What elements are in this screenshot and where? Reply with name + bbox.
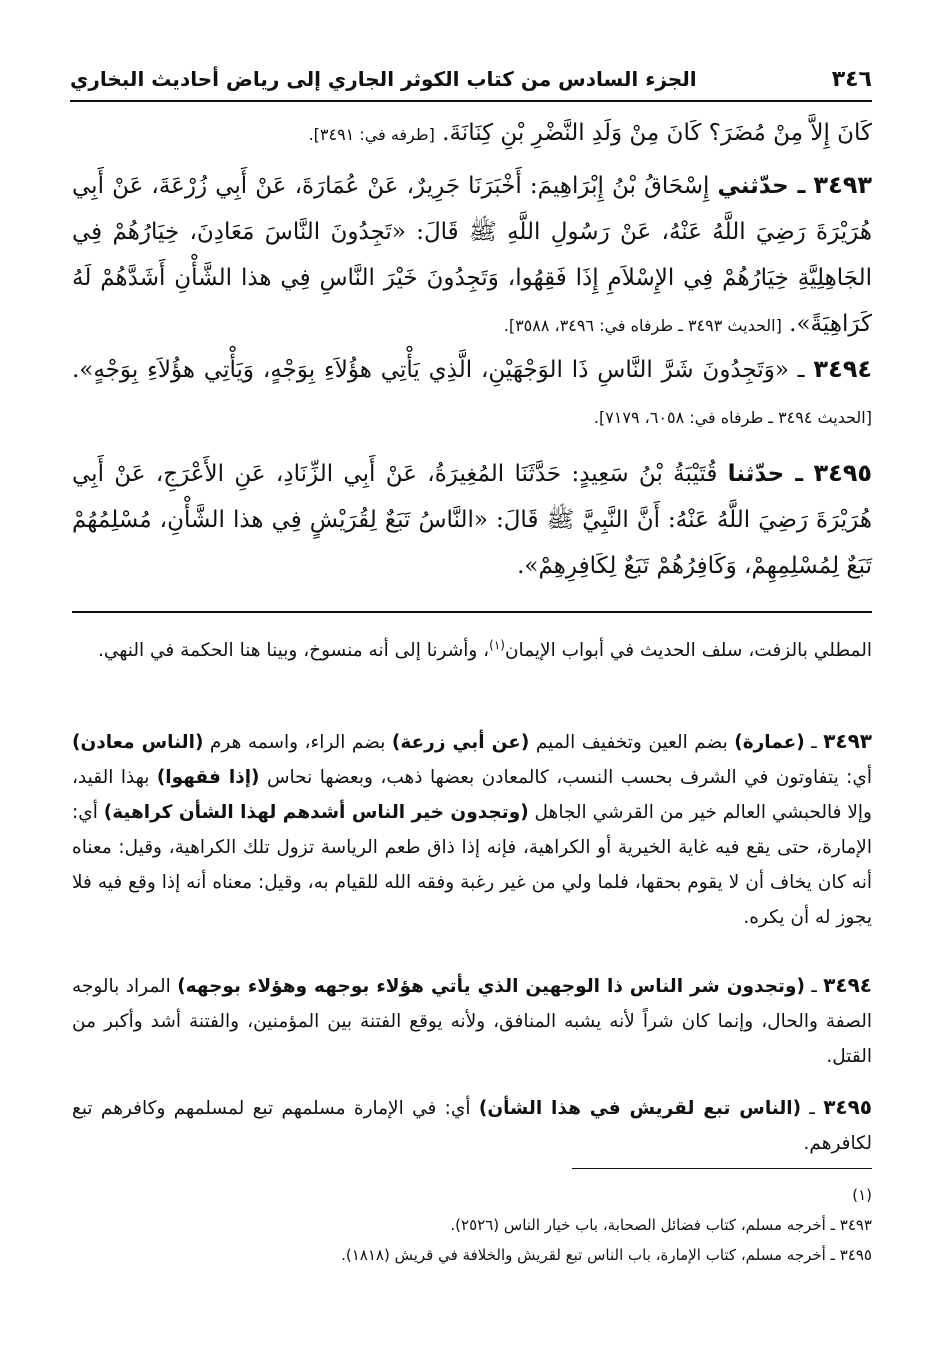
footnote-item: ٣٤٩٥ ـ أخرجه مسلم، كتاب الإمارة، باب الناس تبع لقريش والخلافة في قريش (١٨١٨). [341, 1246, 872, 1264]
commentary-text: بضم الراء، واسمه هرم [203, 732, 392, 753]
hadith-intro: ـ حدّثني [717, 173, 806, 199]
hadith-3493 [72, 162, 872, 349]
commentary-3494 [72, 968, 872, 1074]
commentary-text: أي: يتفاوتون في الشرف بحسب النسب، كالمعادن بعضها ذهب، وبعضها نحاس [259, 767, 873, 788]
quoted-term: (عمارة) [734, 732, 805, 753]
page-number: ٣٤٦ [831, 66, 872, 92]
dash: ـ [804, 732, 824, 753]
hadith-3495 [72, 450, 872, 589]
hadith-text: ـ «وَتَجِدُونَ شَرَّ النَّاسِ ذَا الوَجْهَيْنِ، الَّذِي يَأْتِي هؤُلاَءِ بِوَجْهٍ، وَيَأْتِي هؤُلاَءِ بِوَجْهٍ». [72, 357, 805, 383]
hadith-continuation [72, 110, 872, 158]
hadith-text: كَانَ إِلاَّ مِنْ مُضَرَ؟ كَانَ مِنْ وَلَدِ النَّضْرِ بْنِ كِنَانَةَ. [442, 120, 872, 146]
quoted-term: (الناس تبع لقريش في هذا الشأن) [478, 1098, 802, 1119]
commentary-intro [72, 628, 872, 668]
commentary-3493 [72, 724, 872, 935]
running-header [70, 58, 872, 102]
hadith-number: ٣٤٩٤ [813, 355, 873, 383]
commentary-number: ٣٤٩٤ [823, 973, 872, 997]
footnote-item: ٣٤٩٣ ـ أخرجه مسلم، كتاب فضائل الصحابة، باب خيار الناس (٢٥٢٦). [450, 1216, 872, 1234]
footnote-divider [572, 1168, 872, 1169]
hadith-3494 [72, 346, 872, 441]
commentary-number: ٣٤٩٥ [823, 1095, 873, 1119]
dash: ـ [801, 1098, 824, 1119]
hadith-text: قُتَيْبَةُ بْنُ سَعِيدٍ: حَدَّثَنَا المُغِيرَةُ، عَنْ أَبِي الزِّنَادِ، عَنِ الأَعْرَجِ، عَنْ أَبِي هُرَيْرَةَ رَضِيَ اللَّهُ عَنْهُ: أَنَّ النَّبِيَّ ﷺ قَالَ: «النَّاسُ تَبَعٌ لِقُرَيْشٍ فِي هذا الشَّأْنِ، مُسْلِمُهُمْ تَبَعٌ لِمُسْلِمِهِمْ، وَكَافِرُهُمْ تَبَعٌ لِكَافِرِهِمْ». [72, 461, 872, 579]
commentary-3495 [72, 1090, 872, 1161]
footnotes [72, 1180, 872, 1270]
commentary-text: بهذا القيد، وإلا فالحبشي العالم خير من القرشي الجاهل [72, 767, 872, 823]
hadith-intro: ـ حدّثنا [727, 461, 804, 487]
dash: ـ [804, 976, 824, 997]
quoted-term: (عن أبي زرعة) [391, 732, 530, 753]
hadith-ref: [طرفه في: ٣٤٩١]. [308, 125, 435, 144]
commentary-number: ٣٤٩٣ [823, 729, 872, 753]
hadith-number: ٣٤٩٣ [813, 171, 873, 199]
section-divider [72, 611, 872, 613]
quoted-term: (وتجدون خير الناس أشدهم لهذا الشأن كراهية) [103, 802, 529, 823]
running-title: الجزء السادس من كتاب الكوثر الجاري إلى رياض أحاديث البخاري [70, 67, 697, 91]
commentary-text: أي: في الإمارة مسلمهم تبع لمسلمهم وكافرهم تبع لكافرهم. [72, 1098, 872, 1154]
hadith-ref: [الحديث ٣٤٩٤ ـ طرفاه في: ٦٠٥٨، ٧١٧٩]. [593, 408, 872, 427]
commentary-text: المطلي بالزفت، سلف الحديث في أبواب الإيمان [504, 640, 872, 662]
quoted-term: (وتجدون شر الناس ذا الوجهين الذي يأتي هؤلاء بوجهه وهؤلاء بوجهه) [177, 976, 805, 997]
quoted-term: (إذا فقهوا) [156, 767, 260, 788]
quoted-term: (الناس معادن) [72, 732, 204, 753]
commentary-text: ، وأشرنا إلى أنه منسوخ، وبينا هنا الحكمة في النهي. [97, 640, 490, 662]
commentary-text: أي: الإمارة، حتى يقع فيه غاية الخيرية أو الكراهية، فإنه إذا ذاق طعم الرياسة تزول تلك الكراهية، وقيل: معناه أنه كان يخاف أن لا يقوم بحقها، فلما ولي من غير رغبة وفقه الله للقيام به، وقيل: معناه أنه إذا وقع فيه فلا يجوز له أن يكره. [72, 802, 872, 928]
footnote-marker[interactable]: (١) [489, 638, 505, 652]
hadith-ref: [الحديث ٣٤٩٣ ـ طرفاه في: ٣٤٩٦، ٣٥٨٨]. [503, 316, 782, 335]
footnote-marker: (١) [852, 1186, 872, 1204]
hadith-text: إِسْحَاقُ بْنُ إِبْرَاهِيمَ: أَخْبَرَنَا جَرِيرٌ، عَنْ عُمَارَةَ، عَنْ أَبِي زُرْعَةَ، عَنْ أَبِي هُرَيْرَةَ رَضِيَ اللَّهُ عَنْهُ، عَنْ رَسُولِ اللَّهِ ﷺ قَالَ: «تَجِدُونَ النَّاسَ مَعَادِنَ، خِيَارُهُمْ فِي الجَاهِلِيَّةِ خِيَارُهُمْ فِي الإِسْلاَمِ إِذَا فَقِهُوا، وَتَجِدُونَ خَيْرَ النَّاسِ فِي هذا الشَّأْنِ أَشَدَّهُمْ لَهُ كَرَاهِيَةً». [72, 173, 872, 337]
commentary-text: المراد بالوجه الصفة والحال، وإنما كان شراً لأنه يشبه المنافق، ولأنه يوقع الفتنة بين المؤمنين، والفتنة أشد وأكبر من القتل. [72, 976, 872, 1067]
hadith-number: ٣٤٩٥ [813, 459, 873, 487]
commentary-text: بضم العين وتخفيف الميم [529, 732, 735, 753]
